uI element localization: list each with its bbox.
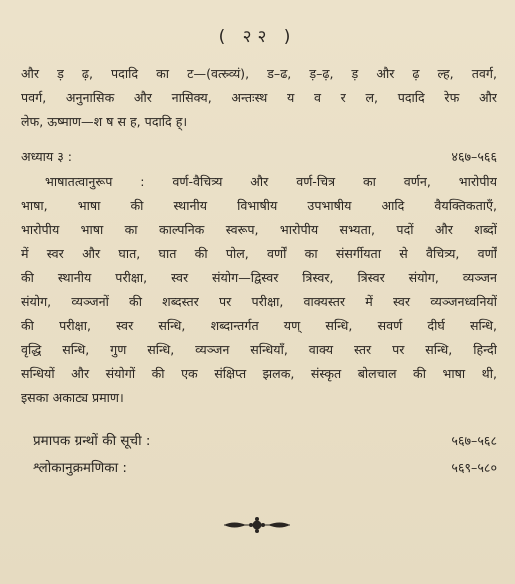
text-line: संयोग, व्यञ्जनों की शब्दस्तर पर परीक्षा, वाक्यस्तर में स्वर व्यञ्जनध्वनियों (21, 294, 497, 309)
toc-entry-label: प्रमापक ग्रन्थों की सूची : (33, 433, 151, 449)
text-line: में स्वर और घात, घात की पोल, वर्णों का संसर्गीयता से वैचित्र्य, वर्णों (21, 246, 497, 261)
text-line: पवर्ग, अनुनासिक और नासिक्य, अन्तःस्थ य व र ल, पदादि रेफ और (21, 90, 497, 105)
continued-paragraph (21, 62, 497, 134)
text-line: और ड़ ढ़, पदादि का ट—(वत्स्र्व्यं), ड–ढ, ड़–ढ़, ड़ और ढ़ ल्ह, तवर्ग, (21, 66, 497, 81)
chapter-contents-paragraph (21, 170, 497, 410)
ornament-divider-icon (222, 516, 292, 534)
text-line: वृद्धि सन्धि, गुण सन्धि, व्यञ्जन सन्धियाँ, वाक्य स्तर पर सन्धि, हिन्दी (21, 342, 497, 357)
toc-entry-verse-index (33, 456, 497, 480)
text-line: लेफ, ऊष्माण—श ष स ह, पदादि ह्। (21, 114, 188, 129)
toc-entry-page-range: ५६९–५८० (451, 460, 497, 475)
text-line: इसका अकाट्य प्रमाण। (21, 390, 124, 405)
text-line: भाषातत्वानुरूप : वर्ण-वैचित्र्य और वर्ण-चित्र का वर्णन, भारोपीय (45, 174, 497, 189)
text-line: की परीक्षा, स्वर सन्धि, शब्दान्तर्गत यण् सन्धि, सवर्ण दीर्घ सन्धि, (21, 318, 497, 333)
page-number: ( २२ ) (218, 27, 297, 47)
chapter-heading (21, 145, 497, 169)
chapter-label: अध्याय ३ : (21, 149, 73, 164)
text-line: की स्थानीय परीक्षा, स्वर संयोग—द्विस्वर त्रिस्वर, त्रिस्वर संयोग, व्यञ्जन (21, 270, 497, 285)
toc-entry-bibliography (33, 429, 497, 453)
text-line: सन्धियों और संयोगों की एक संक्षिप्त झलक, संस्कृत बोलचाल की भाषा थी, (21, 366, 497, 381)
toc-entry-page-range: ५६७–५६८ (451, 433, 497, 448)
text-line: भारोपीय भाषा का काल्पनिक स्वरूप, भारोपीय सभ्यता, पदों और शब्दों (21, 222, 497, 237)
toc-entry-label: श्लोकानुक्रमणिका : (33, 460, 127, 476)
text-line: भाषा, भाषा की स्थानीय विभाषीय उपभाषीय आदि वैयक्तिकताएँ, (21, 198, 497, 213)
chapter-page-range: ४६७–५६६ (451, 149, 497, 164)
